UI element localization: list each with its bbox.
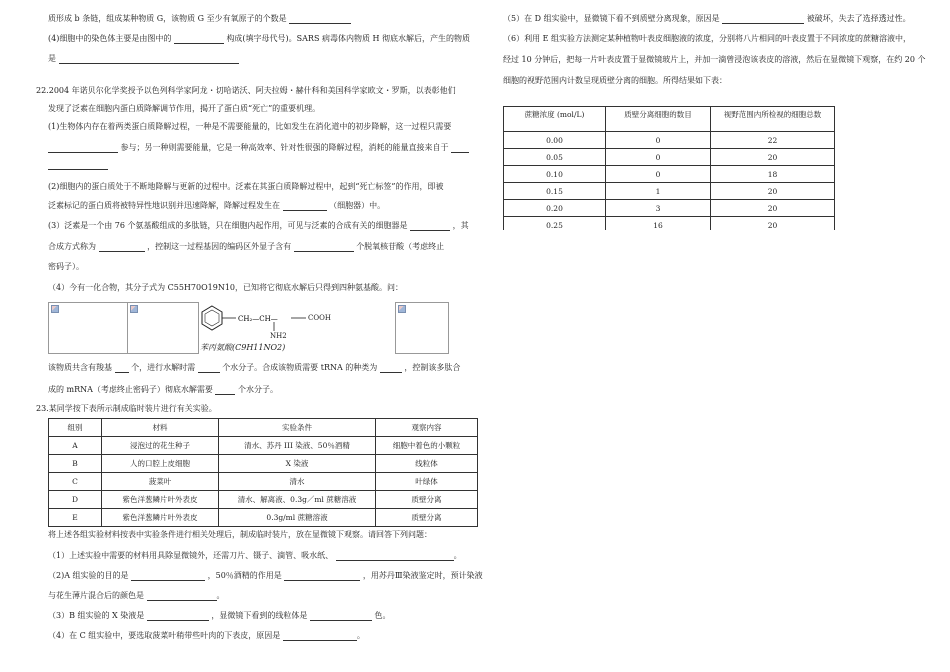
answer-blank[interactable]: [48, 144, 118, 153]
q22-p4-line-1: （4）今有一化合物，其分子式为 C55H70O19N10，已知将它彻底水解后只得到四种氨基酸。问：: [48, 283, 404, 292]
answer-blank[interactable]: [283, 632, 357, 641]
table-cell: 叶绿体: [376, 473, 478, 491]
answer-blank[interactable]: [99, 243, 145, 252]
table-cell: 0.3g/ml 蔗糖溶液: [219, 509, 376, 527]
q22-p2-line-2: [48, 201, 385, 211]
answer-blank[interactable]: [198, 364, 220, 373]
table-cell: 菠菜叶: [102, 473, 219, 491]
table-row: [504, 183, 835, 200]
answer-blank[interactable]: [289, 15, 351, 24]
r6-line-3: 细胞的视野范围内计数呈现质壁分离的细胞。所得结果如下表：: [503, 76, 727, 85]
q23-s2-text-c: ，用苏丹Ⅲ染液鉴定时，预计染液: [362, 571, 483, 580]
period: 。: [216, 591, 225, 600]
table-cell: 0: [606, 149, 711, 166]
table-cell: B: [49, 455, 102, 473]
answer-blank[interactable]: [722, 15, 804, 24]
table-header-row: [49, 419, 478, 437]
table-cell: 0.00: [504, 132, 606, 149]
q22-p3-text-e: 个脱氧核苷酸（考虑终止: [356, 242, 445, 251]
table-cell: 浸泡过的花生种子: [102, 437, 219, 455]
q22-p4-text-g: 个水分子。: [238, 385, 279, 394]
q23-s2-text-b: ，50％酒精的作用是: [207, 571, 282, 580]
table-cell: 20: [711, 200, 835, 217]
q22-p3-text-b: ，其: [452, 221, 469, 230]
r5-text-a: （5）在 D 组实验中，显微镜下看不到质壁分离现象，原因是: [503, 14, 720, 23]
q21-line-3: [48, 54, 239, 64]
answer-blank[interactable]: [147, 592, 217, 601]
q23-s1-text: （1）上述实验中需要的材料用具除显微镜外，还需刀片、镊子、滴管、吸水纸、: [48, 551, 334, 560]
table-cell: 18: [711, 166, 835, 183]
table-cell: 质壁分离: [376, 491, 478, 509]
table-row: [49, 473, 478, 491]
table-cell: 22: [711, 132, 835, 149]
table-header: 蔗糖浓度 (mol/L): [504, 107, 606, 132]
table-cell: 清水、苏丹 III 染液、50％酒精: [219, 437, 376, 455]
answer-blank[interactable]: [283, 202, 327, 211]
q22-p4-text-b: 该物质共含有羧基: [48, 363, 112, 372]
table-cell: 线粒体: [376, 455, 478, 473]
table-row: [504, 149, 835, 166]
table-header: 视野范围内所检视的细胞总数: [711, 107, 835, 132]
r5-line: [503, 14, 911, 24]
r6-line-1: （6）利用 E 组实验方法测定某种植物叶表皮细胞液的浓度，分别将八片相同的叶表皮置于不同浓度的蔗糖溶液中，: [503, 34, 912, 43]
q22-p3-line-3: 密码子）。: [48, 262, 84, 271]
answer-blank[interactable]: [410, 222, 450, 231]
table-cell: 0.05: [504, 149, 606, 166]
q22-p3-line-1: [48, 221, 469, 231]
answer-blank[interactable]: [451, 144, 469, 153]
table-cell: 20: [711, 183, 835, 200]
q21-text-a: 质形成 b 条链，组成某种物质 G，该物质 G 至少有氧原子的个数是: [48, 14, 287, 23]
period: 。: [356, 631, 365, 640]
r6-line-2: 经过 10 分钟后，把每一片叶表皮置于显微镜玻片上，并加一滴曾浸泡该表皮的溶液，然后在显微镜下观察，在约 20 个: [503, 55, 926, 64]
answer-blank[interactable]: [215, 386, 235, 395]
q22-p3-text-a: (3）泛素是一个由 76 个氨基酸组成的多肽链，只在细胞内起作用，可见与泛素的合成有关的细胞器是: [48, 221, 408, 230]
q23-s3-text-b: ，显微镜下看到的线粒体是: [211, 611, 308, 620]
carboxyl-label: COOH: [308, 314, 331, 322]
q22-intro-2: 发现了泛素在细胞内蛋白质降解调节作用，揭开了蛋白质“死亡”的重要机理。: [48, 104, 321, 113]
table-cell: 20: [711, 217, 835, 231]
q23-table: [48, 418, 478, 527]
answer-blank[interactable]: [59, 55, 239, 64]
table-row: [504, 217, 835, 231]
answer-blank[interactable]: [294, 243, 354, 252]
image-icon: [398, 305, 406, 313]
svg-text:CH₂—CH—: CH₂—CH—: [238, 315, 278, 323]
amino-label: NH2: [270, 332, 287, 340]
phenylalanine-structure: [198, 302, 394, 352]
answer-blank[interactable]: [147, 612, 209, 621]
answer-blank[interactable]: [174, 35, 224, 44]
table-cell: 20: [711, 149, 835, 166]
q22-p1-line-1: (1)生物体内存在着两类蛋白质降解过程，一种是不需要能量的，比如发生在消化道中的初步降解，这一过程只需要: [48, 122, 452, 131]
q23-s2-line-2: [48, 591, 225, 601]
table-row: [49, 437, 478, 455]
table-row: [504, 200, 835, 217]
broken-image: [48, 302, 128, 354]
table-cell: 清水: [219, 473, 376, 491]
table-cell: 16: [606, 217, 711, 231]
table-cell: 细胞中着色的小颗粒: [376, 437, 478, 455]
table-cell: 0: [606, 132, 711, 149]
q21-text-c: 构成(填字母代号)。SARS 病毒体内物质 H 彻底水解后，产生的物质: [226, 34, 471, 43]
q23-s4: [48, 631, 365, 641]
image-icon: [130, 305, 138, 313]
answer-blank[interactable]: [380, 364, 402, 373]
table-cell: 0.15: [504, 183, 606, 200]
q22-p1-line-3: [48, 160, 108, 170]
table-header: 质壁分离细胞的数目: [606, 107, 711, 132]
q22-p3-text-d: ，控制这一过程基因的编码区外显子含有: [147, 242, 292, 251]
q23-instruction: 将上述各组实验材料按表中实验条件进行相关处理后，制成临时装片，放在显微镜下观察。请回答下列问题：: [48, 530, 432, 539]
q22-p4-text-d: 个水分子。合成该物质需要 tRNA 的种类为: [222, 363, 378, 372]
q22-p4-text-c: 个，进行水解时需: [131, 363, 196, 372]
table-cell: 0: [606, 166, 711, 183]
q23-s2-text-d: 与花生薄片混合后的颜色是: [48, 591, 144, 600]
q22-p4-line-2: [48, 363, 460, 373]
q23-s1: [48, 551, 462, 561]
answer-blank[interactable]: [131, 572, 205, 581]
q22-p4-text-e: ，控制该多肽合: [404, 363, 461, 372]
table-cell: 3: [606, 200, 711, 217]
q22-p1-line-2: [48, 143, 469, 153]
image-icon: [51, 305, 59, 313]
answer-blank[interactable]: [115, 364, 129, 373]
table-cell: 质壁分离: [376, 509, 478, 527]
q23-s3-text-c: 色。: [374, 611, 391, 620]
table-cell: 清水、解离液、0.3g／ml 蔗糖溶液: [219, 491, 376, 509]
table-row: [49, 491, 478, 509]
q21-line-1: [48, 14, 351, 24]
q22-p4-text-f: 成的 mRNA（考虑终止密码子）彻底水解需要: [48, 385, 213, 394]
table-header-row: [504, 107, 835, 132]
q22-p2-line-1: (2)细胞内的蛋白质处于不断地降解与更新的过程中。泛素在其蛋白质降解过程中，起到“死亡标签”的作用，即被: [48, 182, 444, 191]
sucrose-table-wrap: [503, 106, 835, 230]
broken-image: [395, 302, 449, 354]
r5-text-b: 被破坏，失去了选择透过性。: [806, 14, 911, 23]
q23-s3-text-a: （3）B 组实验的 X 染液是: [48, 611, 145, 620]
q22-intro-1: 22.2004 年诺贝尔化学奖授予以色列科学家阿龙・切哈诺沃、阿夫拉姆・赫什科和美国科学家欧文・罗斯，以表彰他们: [36, 86, 456, 95]
table-cell: 0.20: [504, 200, 606, 217]
q22-p3-text-c: 合成方式称为: [48, 242, 96, 251]
table-row: [49, 455, 478, 473]
table-cell: 0.10: [504, 166, 606, 183]
table-cell: A: [49, 437, 102, 455]
period: 。: [453, 551, 462, 560]
answer-blank[interactable]: [48, 161, 108, 170]
table-cell: 紫色洋葱鳞片叶外表皮: [102, 491, 219, 509]
q21-text-d: 是: [48, 54, 56, 63]
table-row: [504, 132, 835, 149]
table-cell: E: [49, 509, 102, 527]
phenylalanine-caption: 苯丙氨酸(C9H11NO2): [200, 343, 286, 352]
table-cell: 1: [606, 183, 711, 200]
sucrose-table: [503, 106, 835, 230]
table-cell: 0.25: [504, 217, 606, 231]
table-cell: D: [49, 491, 102, 509]
q23-s2-line-1: [48, 571, 483, 581]
table-header: 观察内容: [376, 419, 478, 437]
table-cell: C: [49, 473, 102, 491]
q22-p2-text-a: 泛素标记的蛋白质将被特异性地识别并迅速降解，降解过程发生在: [48, 201, 280, 210]
table-header: 组别: [49, 419, 102, 437]
table-row: [504, 166, 835, 183]
broken-image: [127, 302, 199, 354]
table-header: 材料: [102, 419, 219, 437]
q22-p4-line-3: [48, 385, 278, 395]
table-cell: X 染液: [219, 455, 376, 473]
table-header: 实验条件: [219, 419, 376, 437]
answer-blank[interactable]: [310, 612, 372, 621]
q23-s2-text-a: （2)A 组实验的目的是: [48, 571, 129, 580]
table-cell: 人的口腔上皮细胞: [102, 455, 219, 473]
answer-blank[interactable]: [336, 552, 454, 561]
q22-p3-line-2: [48, 242, 444, 252]
q21-line-2: [48, 34, 470, 44]
table-row: [49, 509, 478, 527]
q22-p2-text-b: （细胞器）中。: [329, 201, 386, 210]
q23-intro: 23.某同学按下表所示制成临时装片进行有关实验。: [36, 404, 217, 413]
q23-s4-text-a: （4）在 C 组实验中，要选取菠菜叶稍带些叶肉的下表皮，原因是: [48, 631, 281, 640]
q22-p1-text: 参与；另一种则需要能量，它是一种高效率、针对性很强的降解过程，消耗的能量直接来自于: [120, 143, 449, 152]
q21-text-b: (4)细胞中的染色体主要是由图中的: [48, 34, 172, 43]
table-cell: 紫色洋葱鳞片叶外表皮: [102, 509, 219, 527]
answer-blank[interactable]: [284, 572, 360, 581]
q23-s3: [48, 611, 390, 621]
